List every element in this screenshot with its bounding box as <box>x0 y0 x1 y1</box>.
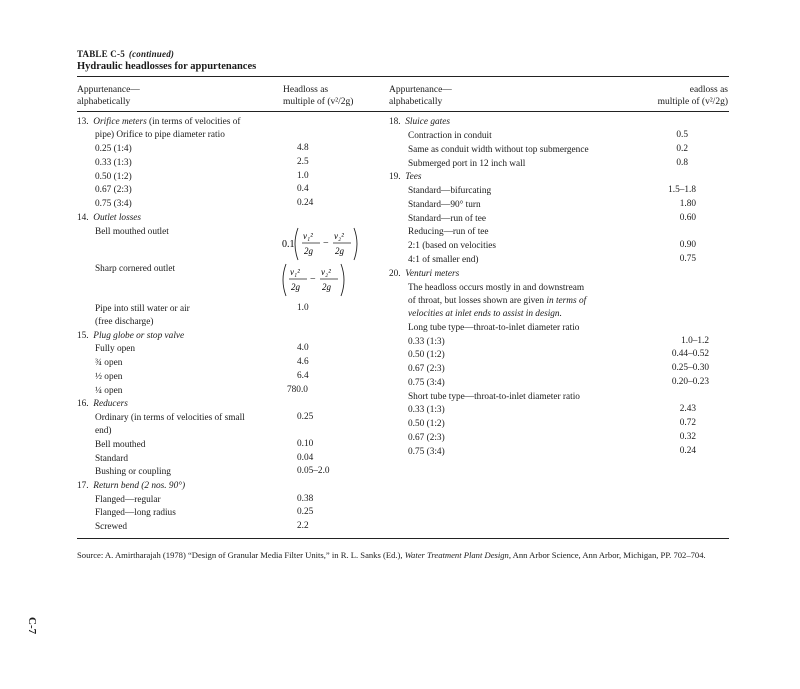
right-value: 0.24 <box>679 446 696 456</box>
right-row: 4:1 of smaller end) <box>408 255 479 265</box>
right-row: 0.75 (3:4) <box>408 447 445 457</box>
header-headloss-left <box>283 84 353 108</box>
left-row: Ordinary (in terms of velocities of small <box>95 413 245 423</box>
left-value: 0.38 <box>297 494 314 504</box>
left-value: 4.6 <box>297 357 309 367</box>
formula-2g: 2g <box>335 246 344 256</box>
left-value: 780.0 <box>287 385 308 395</box>
footnote-suffix: , Ann Arbor Science, Ann Arbor, Michigan, PP. 702–704. <box>508 550 706 560</box>
right-row-18: 18. Sluice gates <box>389 117 450 127</box>
formula-v1-squared: v₁² <box>303 231 313 241</box>
right-value: 0.2 <box>676 144 688 154</box>
top-rule <box>77 76 729 77</box>
right-value: 0.25–0.30 <box>671 363 709 373</box>
formula-minus: − <box>310 274 316 285</box>
header-appurtenance-left <box>77 84 140 108</box>
formula-paren-right <box>341 264 344 296</box>
left-row: Sharp cornered outlet <box>95 264 176 274</box>
right-value: 0.90 <box>679 240 696 250</box>
table-title: Hydraulic headlosses for appurtenances <box>77 61 257 72</box>
right-value: 0.60 <box>679 213 696 223</box>
left-row: Bell mouthed outlet <box>95 227 169 237</box>
left-row: 0.25 (1:4) <box>95 144 132 154</box>
left-value: 0.04 <box>297 453 314 463</box>
header-col1-line1: Appurtenance— <box>77 85 140 95</box>
right-row: 0.33 (1:3) <box>408 405 445 415</box>
formula-minus: − <box>323 238 329 249</box>
left-row: end) <box>95 426 112 436</box>
left-row: Pipe into still water or air <box>95 304 190 314</box>
right-value: 0.5 <box>676 130 688 140</box>
header-col2-line2: multiple of (v²/2g) <box>283 97 354 107</box>
right-row: Long tube type—throat-to-inlet diameter ratio <box>408 323 580 333</box>
left-value: 2.5 <box>297 157 309 167</box>
right-row: 0.50 (1:2) <box>408 350 445 360</box>
left-row-13: 13. Orifice meters (in terms of velocities of <box>77 117 241 127</box>
left-row: 0.33 (1:3) <box>95 158 132 168</box>
right-row: Standard—run of tee <box>408 214 486 224</box>
header-col3-line1: Appurtenance— <box>389 85 452 95</box>
left-row: 0.67 (2:3) <box>95 185 132 195</box>
left-value: 0.4 <box>297 184 309 194</box>
left-value: 4.8 <box>297 143 309 153</box>
formula-paren-right <box>354 228 357 260</box>
right-row-19: 19. Tees <box>389 172 422 182</box>
left-row: 0.50 (1:2) <box>95 172 132 182</box>
right-row: velocities at inlet ends to assist in design. <box>408 309 562 319</box>
left-row: Bell mouthed <box>95 440 146 450</box>
right-row: 0.67 (2:3) <box>408 433 445 443</box>
left-row-15: 15. Plug globe or stop valve <box>77 331 185 341</box>
left-row: Bushing or coupling <box>95 467 171 477</box>
formula-coefficient: 0.1 <box>282 239 295 250</box>
right-row: 2:1 (based on velocities <box>408 241 497 251</box>
left-row: Flanged—regular <box>95 495 161 505</box>
page-number: C-7 <box>26 617 38 635</box>
formula-2g: 2g <box>322 282 331 292</box>
formula-2g: 2g <box>291 282 300 292</box>
right-value: 1.80 <box>679 199 696 209</box>
right-row: The headloss occurs mostly in and downstream <box>408 283 585 293</box>
formula-v2-squared: v₂² <box>321 267 331 277</box>
table-label <box>77 49 174 59</box>
formula-paren-left <box>295 228 298 260</box>
right-value: 0.75 <box>679 254 696 264</box>
left-row: ¼ open <box>95 386 123 396</box>
right-row-venturi-note: of throat, but losses shown are given in terms of <box>408 296 587 306</box>
right-row: Standard—90° turn <box>408 200 481 210</box>
footnote-book-title: Water Treatment Plant Design <box>404 550 509 560</box>
sharp-outlet-formula <box>282 260 350 305</box>
formula-v2-squared: v₂² <box>334 231 344 241</box>
left-value: 0.25 <box>297 412 314 422</box>
left-row: pipe) Orifice to pipe diameter ratio <box>95 130 225 140</box>
right-value: 2.43 <box>679 404 696 414</box>
right-row: 0.50 (1:2) <box>408 419 445 429</box>
right-value: 0.32 <box>679 432 696 442</box>
header-col2-line1: Headloss as <box>283 85 329 95</box>
left-row: Screwed <box>95 522 128 532</box>
left-value: 4.0 <box>297 343 309 353</box>
right-value: 0.8 <box>676 158 688 168</box>
left-row: ½ open <box>95 372 123 382</box>
header-col4-line2: multiple of (v²/2g) <box>657 97 728 107</box>
left-row-16: 16. Reducers <box>77 399 128 409</box>
right-row: Same as conduit width without top submergence <box>408 145 589 155</box>
left-row: (free discharge) <box>95 317 154 327</box>
right-row: Contraction in conduit <box>408 131 492 141</box>
header-col3-line2: alphabetically <box>389 97 443 107</box>
left-row: Flanged—long radius <box>95 508 176 518</box>
left-row-17: 17. Return bend (2 nos. 90°) <box>77 481 186 491</box>
right-row: 0.75 (3:4) <box>408 378 445 388</box>
bottom-rule <box>77 538 729 539</box>
right-row: Reducing—run of tee <box>408 227 489 237</box>
left-value: 1.0 <box>297 303 309 313</box>
right-row: Standard—bifurcating <box>408 186 492 196</box>
right-value: 0.72 <box>679 418 696 428</box>
header-headloss-right <box>620 84 728 108</box>
left-value: 0.24 <box>297 198 314 208</box>
table-number: TABLE C-5 <box>77 49 125 59</box>
header-appurtenance-right <box>389 84 452 108</box>
left-value: 0.05–2.0 <box>297 466 330 476</box>
header-col4-line1: eadloss as <box>689 85 728 95</box>
formula-v1-squared: v₁² <box>290 267 300 277</box>
source-footnote <box>77 548 727 562</box>
left-value: 1.0 <box>297 171 309 181</box>
left-value: 2.2 <box>297 521 309 531</box>
table-continued: (continued) <box>128 49 175 59</box>
right-value: 0.20–0.23 <box>671 377 709 387</box>
footnote-prefix: Source: A. Amirtharajah (1978) “Design of Granular Media Filter Units,” in R. L. Sanks (Ed.), <box>77 550 405 560</box>
right-row: 0.33 (1:3) <box>408 337 445 347</box>
left-row: ¾ open <box>95 358 123 368</box>
right-row: Submerged port in 12 inch wall <box>408 159 526 169</box>
left-value: 0.25 <box>297 507 314 517</box>
right-row-20: 20. Venturi meters <box>389 269 460 279</box>
formula-2g: 2g <box>304 246 313 256</box>
right-row: 0.67 (2:3) <box>408 364 445 374</box>
right-value: 1.5–1.8 <box>668 185 696 195</box>
header-rule <box>77 111 729 112</box>
left-row: Fully open <box>95 344 136 354</box>
left-row: Standard <box>95 454 129 464</box>
left-row: 0.75 (3:4) <box>95 199 132 209</box>
left-value: 6.4 <box>297 371 309 381</box>
right-value: 1.0–1.2 <box>681 336 709 346</box>
formula-paren-left <box>283 264 286 296</box>
left-value: 0.10 <box>297 439 314 449</box>
right-row: Short tube type—throat-to-inlet diameter ratio <box>408 392 580 402</box>
header-col1-line2: alphabetically <box>77 97 131 107</box>
right-value: 0.44–0.52 <box>671 349 709 359</box>
left-row-14: 14. Outlet losses <box>77 213 142 223</box>
